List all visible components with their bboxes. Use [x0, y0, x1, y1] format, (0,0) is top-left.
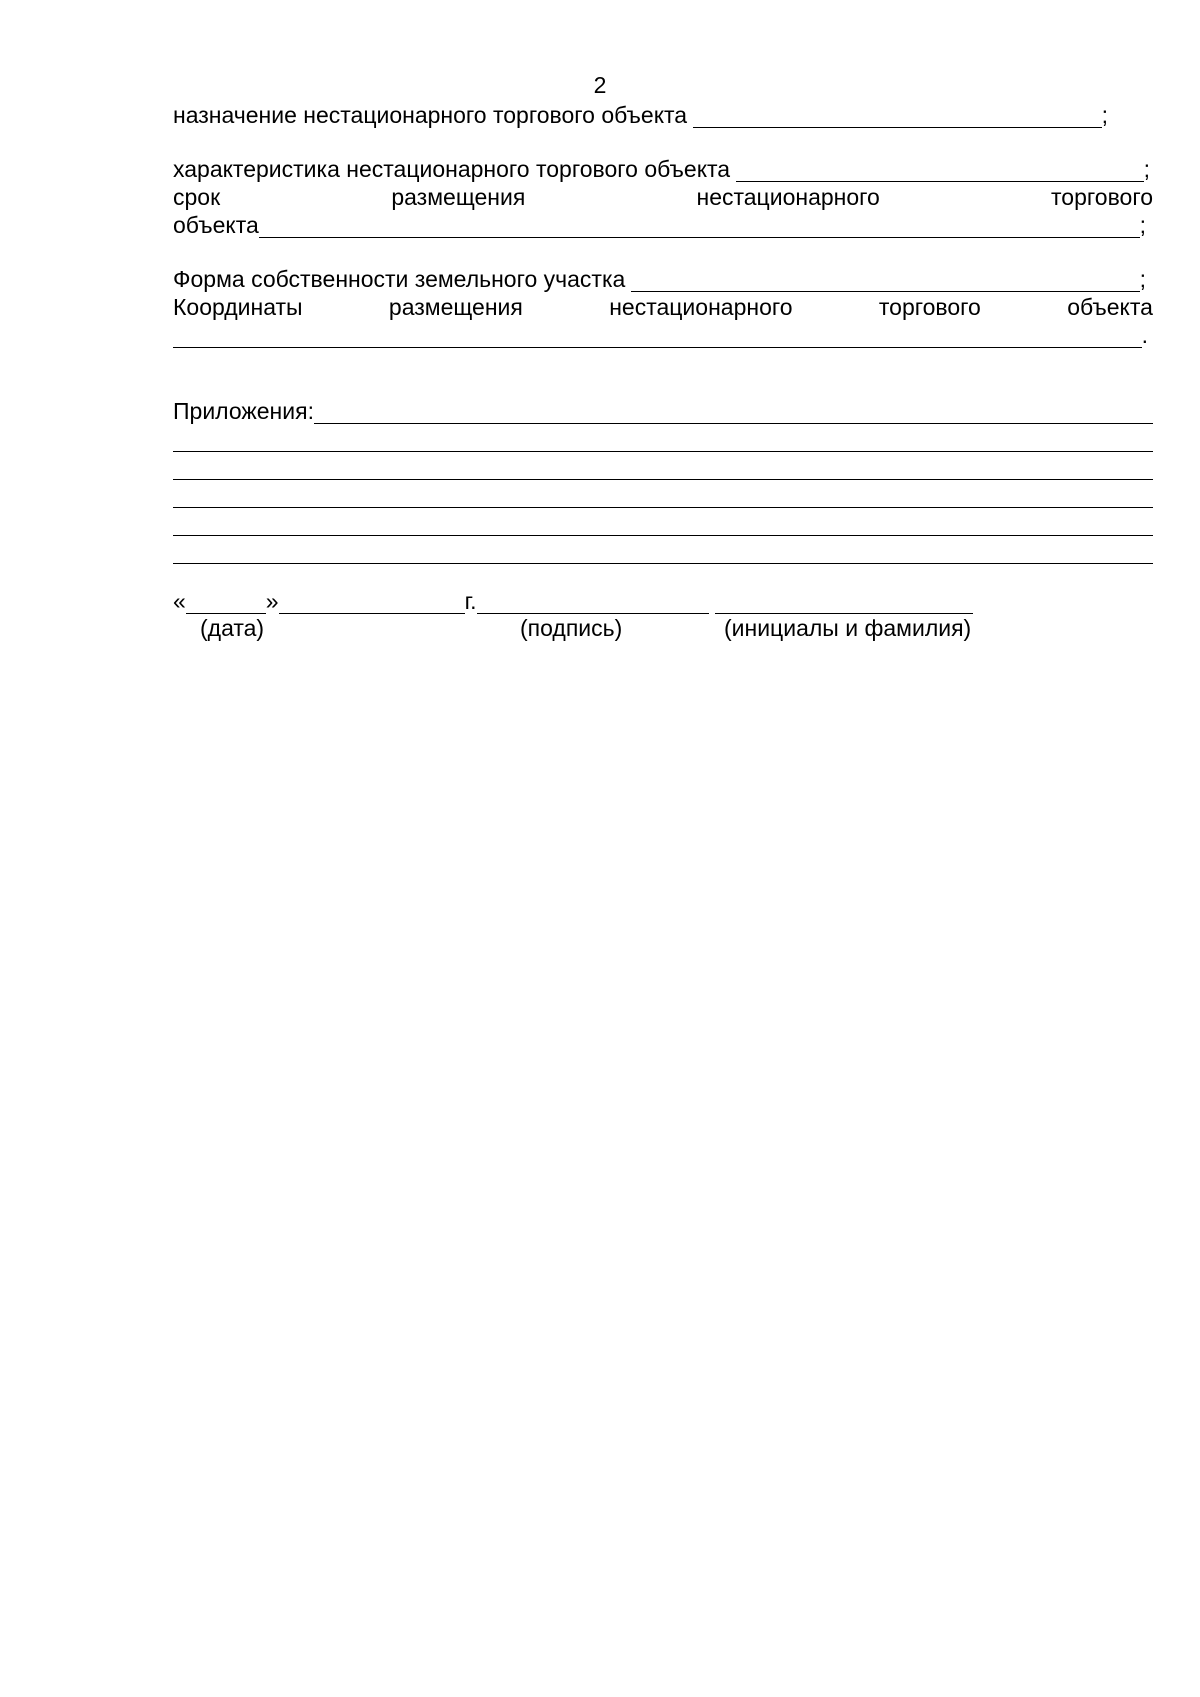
attachments-label: Приложения: — [173, 398, 314, 424]
attachments-input-line[interactable] — [314, 401, 1153, 424]
characteristic-field-row — [173, 156, 1150, 182]
day-input-line[interactable] — [186, 591, 266, 614]
year-suffix: г. — [464, 588, 477, 614]
attachments-line[interactable] — [173, 479, 1153, 480]
attachments-line[interactable] — [173, 563, 1153, 564]
ownership-field-row — [173, 266, 1146, 292]
signature-caption: (подпись) — [520, 615, 623, 641]
coords-field-row — [173, 322, 1148, 348]
quote-open: « — [173, 588, 186, 614]
month-input-line[interactable] — [279, 591, 465, 614]
coords-input-line[interactable] — [173, 325, 1142, 348]
term-word: размещения — [391, 184, 526, 210]
attachments-line[interactable] — [173, 451, 1153, 452]
purpose-input-line[interactable] — [693, 105, 1102, 128]
term-word: нестационарного — [696, 184, 880, 210]
term-field-row — [173, 212, 1146, 238]
ownership-input-line[interactable] — [631, 269, 1139, 292]
name-input-line[interactable] — [715, 591, 973, 614]
ownership-end: ; — [1139, 266, 1146, 292]
attachments-row — [173, 398, 1153, 424]
coords-word: нестационарного — [609, 294, 793, 320]
characteristic-input-line[interactable] — [736, 159, 1144, 182]
signature-row — [173, 588, 973, 614]
coords-word: торгового — [878, 294, 981, 320]
purpose-end: ; — [1101, 102, 1108, 128]
coords-label-row — [173, 294, 1153, 320]
term-end: ; — [1139, 212, 1146, 238]
coords-word: объекта — [1067, 294, 1153, 320]
attachments-line[interactable] — [173, 507, 1153, 508]
term-word: срок — [173, 184, 221, 210]
page-number: 2 — [593, 72, 607, 98]
signature-input-line[interactable] — [477, 591, 709, 614]
coords-end: . — [1141, 322, 1148, 348]
term-input-line[interactable] — [259, 215, 1140, 238]
name-caption: (инициалы и фамилия) — [724, 615, 972, 641]
ownership-label: Форма собственности земельного участка — [173, 266, 626, 292]
term-word: торгового — [1051, 184, 1153, 210]
characteristic-end: ; — [1143, 156, 1150, 182]
term-cont-label: объекта — [173, 212, 259, 238]
coords-word: Координаты — [173, 294, 303, 320]
purpose-field-row — [173, 102, 1108, 128]
term-label-row — [173, 184, 1153, 210]
date-caption: (дата) — [200, 615, 265, 641]
coords-word: размещения — [388, 294, 523, 320]
characteristic-label: характеристика нестационарного торгового объекта — [173, 156, 731, 182]
quote-close: » — [265, 588, 279, 614]
purpose-label: назначение нестационарного торгового объекта — [173, 102, 688, 128]
attachments-line[interactable] — [173, 535, 1153, 536]
